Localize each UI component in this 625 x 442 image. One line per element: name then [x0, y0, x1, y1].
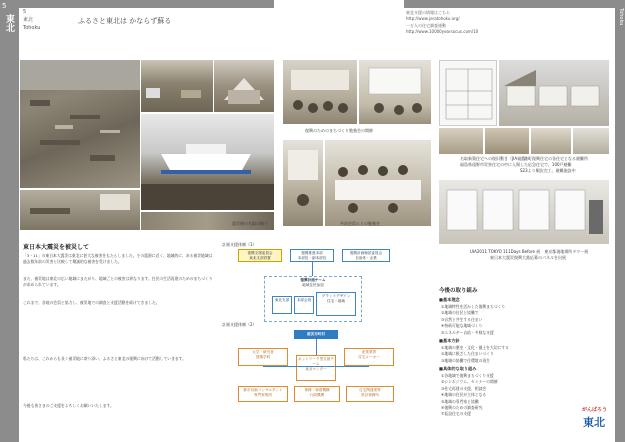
future-list-item: ④持続可能な地域づくり	[441, 323, 483, 329]
future-list-item: ⑥復興のための調査研究	[441, 405, 483, 410]
diagram2-label: 計画支援体制（2）	[222, 322, 257, 327]
article-paragraph: 「3・11」の東日本大震災は東北に甚大な被害をもたらしました。その震源に近く、地域的に、ある被災地域は過去数年前の災害と比較して壊滅的な被害を受けました。	[23, 253, 213, 264]
future-list-item: ③自然と共生する住まい	[441, 316, 483, 322]
diagram2-left: 大学・研究者 建築学科	[238, 348, 288, 366]
diagram1-connector	[312, 262, 313, 276]
future-section-heading: ■基本方針	[439, 338, 460, 343]
header-page-number: 5	[23, 9, 27, 15]
future-list-item: ①地域の歴史・文化・風土を大切にする	[441, 345, 509, 350]
page-title: ふるさと東北は かならず蘇る	[78, 17, 172, 25]
sidebar-region-en: Tohoku	[618, 8, 624, 26]
diagram2-top: 被災市町村	[294, 330, 338, 339]
sidebar-page-number: 5	[2, 2, 7, 10]
diagram2-bottom-right: 住宅関連業界 設計事務所	[346, 386, 394, 402]
header-region-en: Tohoku	[23, 25, 41, 31]
future-list-item: ⑤地域の専門家と協働	[441, 398, 479, 404]
survey-link-label: 一万人の住宅調査運動	[406, 23, 446, 28]
future-list-item: ②地域の住民と協働で	[441, 310, 479, 316]
photo-whiteboard-session	[359, 60, 431, 124]
diagram1-center-box: 復興計画チーム 地域住民参加	[264, 276, 362, 322]
future-list-item: ①各地域で復興まちづくり支援	[441, 373, 494, 378]
header-region: 東北	[23, 17, 34, 23]
future-section-heading: ■基本理念	[439, 297, 460, 302]
diagram2-bottom-left: 都市計画コンサルタント 専門家集団	[238, 386, 288, 402]
caption-housing-3: 福島県遠野市災害住宅の中に入場した応急住宅で、100戸避難	[460, 162, 572, 167]
survey-link-url[interactable]: http://www.10000yearsocus.com/10	[406, 29, 479, 34]
left-sidebar	[0, 0, 19, 442]
diagram2-connector	[316, 339, 317, 355]
diagram1-top-left: 復興支援委員会 東北支部設置	[238, 249, 282, 262]
gambarou-tohoku-logo: がんばろう 東北	[582, 404, 612, 434]
photo-housing-frame	[485, 128, 529, 154]
photo-debris-aerial	[20, 60, 140, 188]
photo-office-meeting	[283, 140, 323, 226]
caption-exhibition-1: UIA2011 TOKYO 111Days Before 展 東京都現地場所タワー展	[470, 249, 589, 254]
photo-community-meeting	[283, 60, 357, 124]
diagram2-bottom-center: 事務・制度機構 行政機関	[294, 386, 340, 402]
future-list-item: ⑦仮設住宅の支援	[441, 411, 471, 417]
photo-destroyed-house	[214, 60, 274, 112]
photo-destroyed-town	[20, 190, 140, 230]
photo-exhibition-panels	[439, 180, 609, 244]
photo-floor-plan	[439, 60, 497, 126]
photo-housing-yard	[573, 128, 609, 154]
future-list-item: ③地域の協働で住環境の再生	[441, 357, 490, 363]
diagram2-hline	[263, 366, 369, 367]
diagram2-mid: ネットワーク型支援チーム 東北センター	[296, 355, 336, 381]
photo-housing-interior	[439, 128, 483, 154]
diagram1-top-mid: 復興推進本部 本部長・副本部長	[290, 249, 334, 262]
future-list-item: ①地域特性を活かした復興まちづくり	[441, 304, 506, 309]
support-link-label: 東北支援の情報はこちら	[406, 10, 450, 15]
diagram1-c2: 本部会員	[294, 296, 314, 314]
caption-exhibition-2: 東日本大震災復興大賞応募のパネルを出展	[490, 255, 566, 260]
photo-housing-exterior	[531, 128, 571, 154]
caption-disaster-scene: 震災後の名取の様子	[232, 221, 268, 226]
future-title: 今後の取り組み	[439, 288, 478, 294]
right-sidebar	[615, 0, 625, 442]
photo-workshop-table	[325, 140, 431, 226]
caption-member-study: 共同会員らとの勉強会	[340, 221, 380, 226]
article-heading: 東日本大震災を被災して	[23, 244, 90, 251]
sidebar-region: 東北	[4, 14, 14, 32]
photo-debris-field	[141, 60, 213, 112]
header-bar-left	[19, 0, 274, 8]
support-link-url[interactable]: http://www.jeratohoku.org/	[406, 16, 460, 21]
future-list-item: ⑤エネルギー自給・多様な支援	[441, 329, 494, 335]
future-list-item: ②シンポジウム、セミナーの開催	[441, 379, 498, 385]
photo-ship-on-land	[141, 114, 274, 210]
future-list-item: ②地域に根ざした住まいづくり	[441, 351, 494, 357]
article-paragraph: 私たちは、これからも長く被災地に寄り添い、ふるさと東北の復興に向けて活動していきます。	[23, 356, 186, 361]
diagram1-c3: グランドデザイン 住宅・地域	[316, 292, 356, 316]
diagram1-label: 計画支援体制（1）	[222, 242, 257, 247]
caption-community-study: 復興のためのまちづくり勉強会の開催	[305, 128, 373, 133]
caption-housing-1: 名取新築住宅への復旧動き（JIA福島）	[460, 156, 530, 161]
caption-housing-2: 三陸町復興住宅の各住宅となる避難所	[520, 156, 588, 161]
caption-housing-4: S23より順次完工、避難施設中	[520, 168, 576, 173]
article-paragraph: また、被災地は東北の広い地域にまたがり、地域ごとの被害は異なります。住民の生活再建のためのまちづくりが求められています。	[23, 276, 213, 287]
diagram1-c1: 東北支部	[272, 296, 292, 314]
photo-temporary-housing	[499, 60, 609, 126]
article-paragraph: これまで、各地の会員と協力し、被災地での調査と支援活動を続けてきました。	[23, 300, 160, 305]
diagram1-top-right: 復興計画検討委員会 自治体・企業	[342, 249, 390, 262]
article-paragraph: 今後も皆さまのご支援をよろしくお願いいたします。	[23, 403, 114, 408]
future-section-heading: ■具体的な取り組み	[439, 366, 477, 371]
header-bar-right	[404, 0, 615, 8]
future-list-item: ③住宅再建の支援、相談会	[441, 385, 487, 391]
diagram2-right: 産業業界 住宅メーカー	[344, 348, 394, 366]
future-list-item: ④地域の住民が主体となる	[441, 392, 487, 398]
